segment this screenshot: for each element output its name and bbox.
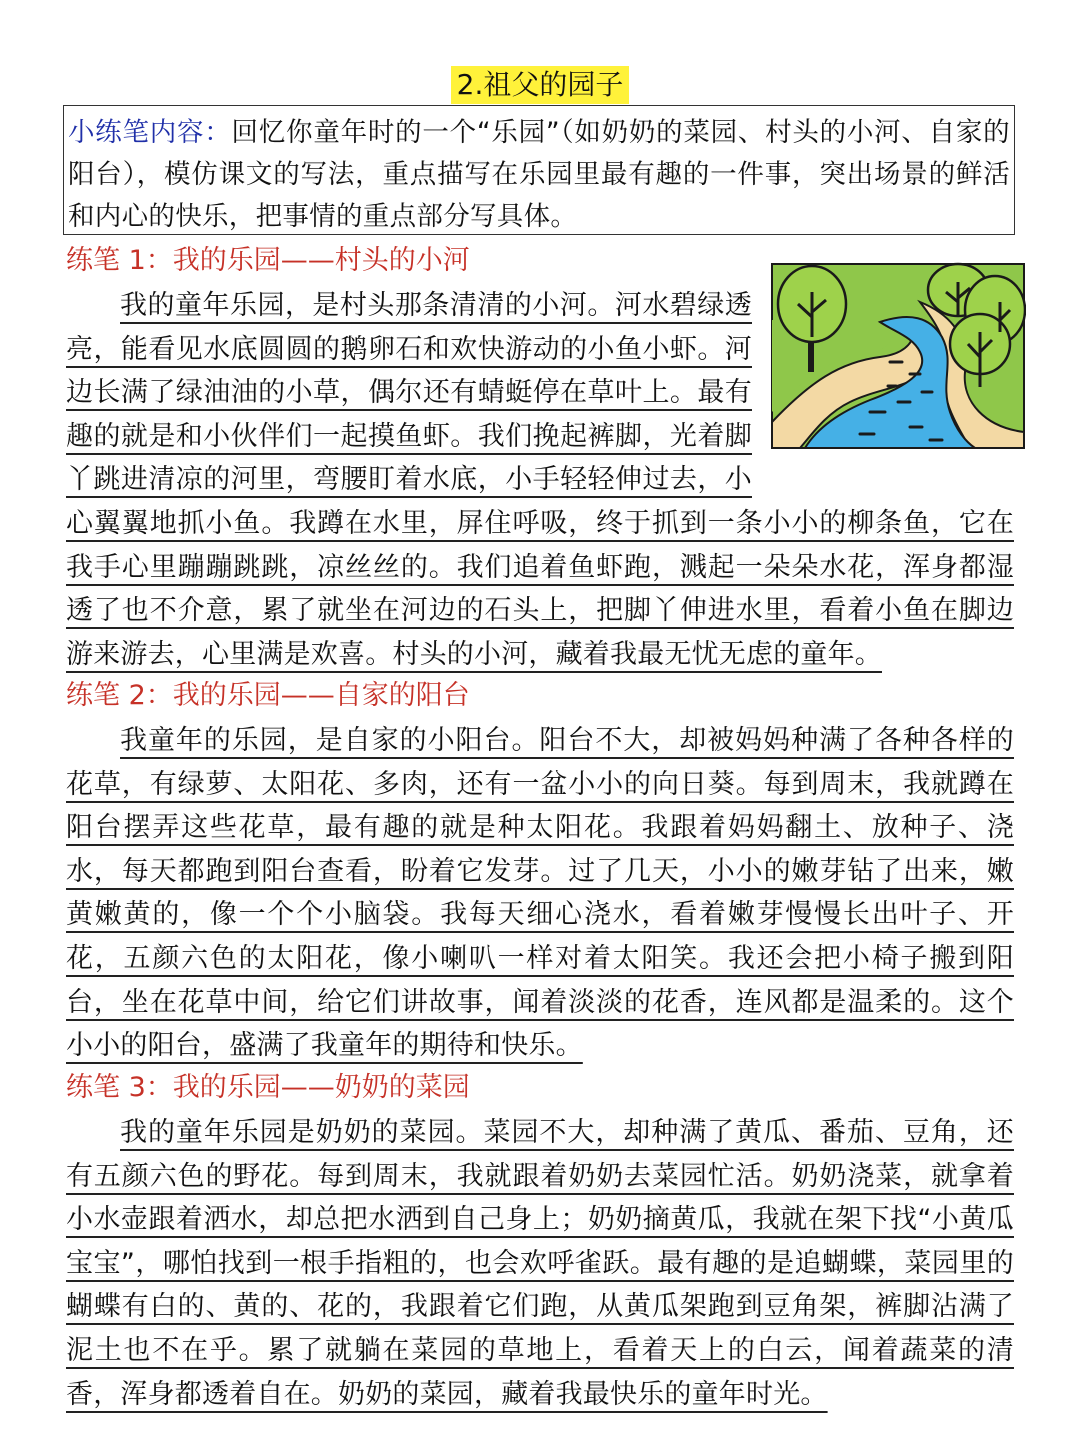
section-3-heading: 练笔 3：我的乐园——奶奶的菜园 xyxy=(66,1072,470,1103)
section-1-heading: 练笔 1：我的乐园——村头的小河 xyxy=(66,245,470,276)
section-3-body: 我的童年乐园是奶奶的菜园。菜园不大，却种满了黄瓜、番茄、豆角，还有五颜六色的野花。每到周末，我就跟着奶奶去菜园忙活。奶奶浇菜，就拿着小水壶跟着洒水，却总把水洒到自己身上；奶奶摘黄瓜，我就在架下找“小黄瓜宝宝”，哪怕找到一根手指粗的，也会欢呼雀跃。最有趣的是追蝴蝶，菜园里的蝴蝶有白的、黄的、花的，我跟着它们跑，从黄瓜架跑到豆角架，裤脚沾满了泥土也不在乎。累了就躺在菜园的草地上，看着天上的白云，闻着蔬菜的清香，浑身都透着自在。奶奶的菜园，藏着我最快乐的童年时光。 xyxy=(66,1117,1014,1410)
task-box xyxy=(63,105,1015,235)
title-wrap xyxy=(0,66,1080,104)
task-text: 回忆你童年时的一个“乐园”（如奶奶的菜园、村头的小河、自家的阳台），模仿课文的写法，重点描写在乐园里最有趣的一件事，突出场景的鲜活和内心的快乐，把事情的重点部分写具体。 xyxy=(68,117,1010,232)
river-landscape-icon xyxy=(770,262,1026,450)
page-title: 2.祖父的园子 xyxy=(451,66,630,104)
task-label: 小练笔内容： xyxy=(68,117,232,148)
section-2-body: 我童年的乐园，是自家的小阳台。阳台不大，却被妈妈种满了各种各样的花草，有绿萝、太阳花、多肉，还有一盆小小的向日葵。每到周末，我就蹲在阳台摆弄这些花草，最有趣的就是种太阳花。我跟着妈妈翻土、放种子、浇水，每天都跑到阳台查看，盼着它发芽。过了几天，小小的嫩芽钻了出来，嫩黄嫩黄的，像一个个小脑袋。我每天细心浇水，看着嫩芽慢慢长出叶子、开花，五颜六色的太阳花，像小喇叭一样对着太阳笑。我还会把小椅子搬到阳台，坐在花草中间，给它们讲故事，闻着淡淡的花香，连风都是温柔的。这个小小的阳台，盛满了我童年的期待和快乐。 xyxy=(66,725,1014,1062)
section-1-body: 我的童年乐园，是村头那条清清的小河。河水碧绿透亮，能看见水底圆圆的鹅卵石和欢快游动的小鱼小虾。河边长满了绿油油的小草，偶尔还有蜻蜓停在草叶上。最有趣的就是和小伙伴们一起摸鱼虾。我们挽起裤脚，光着脚丫跳进清凉的河里，弯腰盯着水底，小手轻轻伸过去，小心翼翼地抓小鱼。我蹲在水里，屏住呼吸，终于抓到一条小小的柳条鱼，它在我手心里蹦蹦跳跳，凉丝丝的。我们追着鱼虾跑，溅起一朵朵水花，浑身都湿透了也不介意，累了就坐在河边的石头上，把脚丫伸进水里，看着小鱼在脚边游来游去，心里满是欢喜。村头的小河，藏着我最无忧无虑的童年。 xyxy=(66,290,1014,670)
section-2-heading: 练笔 2：我的乐园——自家的阳台 xyxy=(66,680,470,711)
